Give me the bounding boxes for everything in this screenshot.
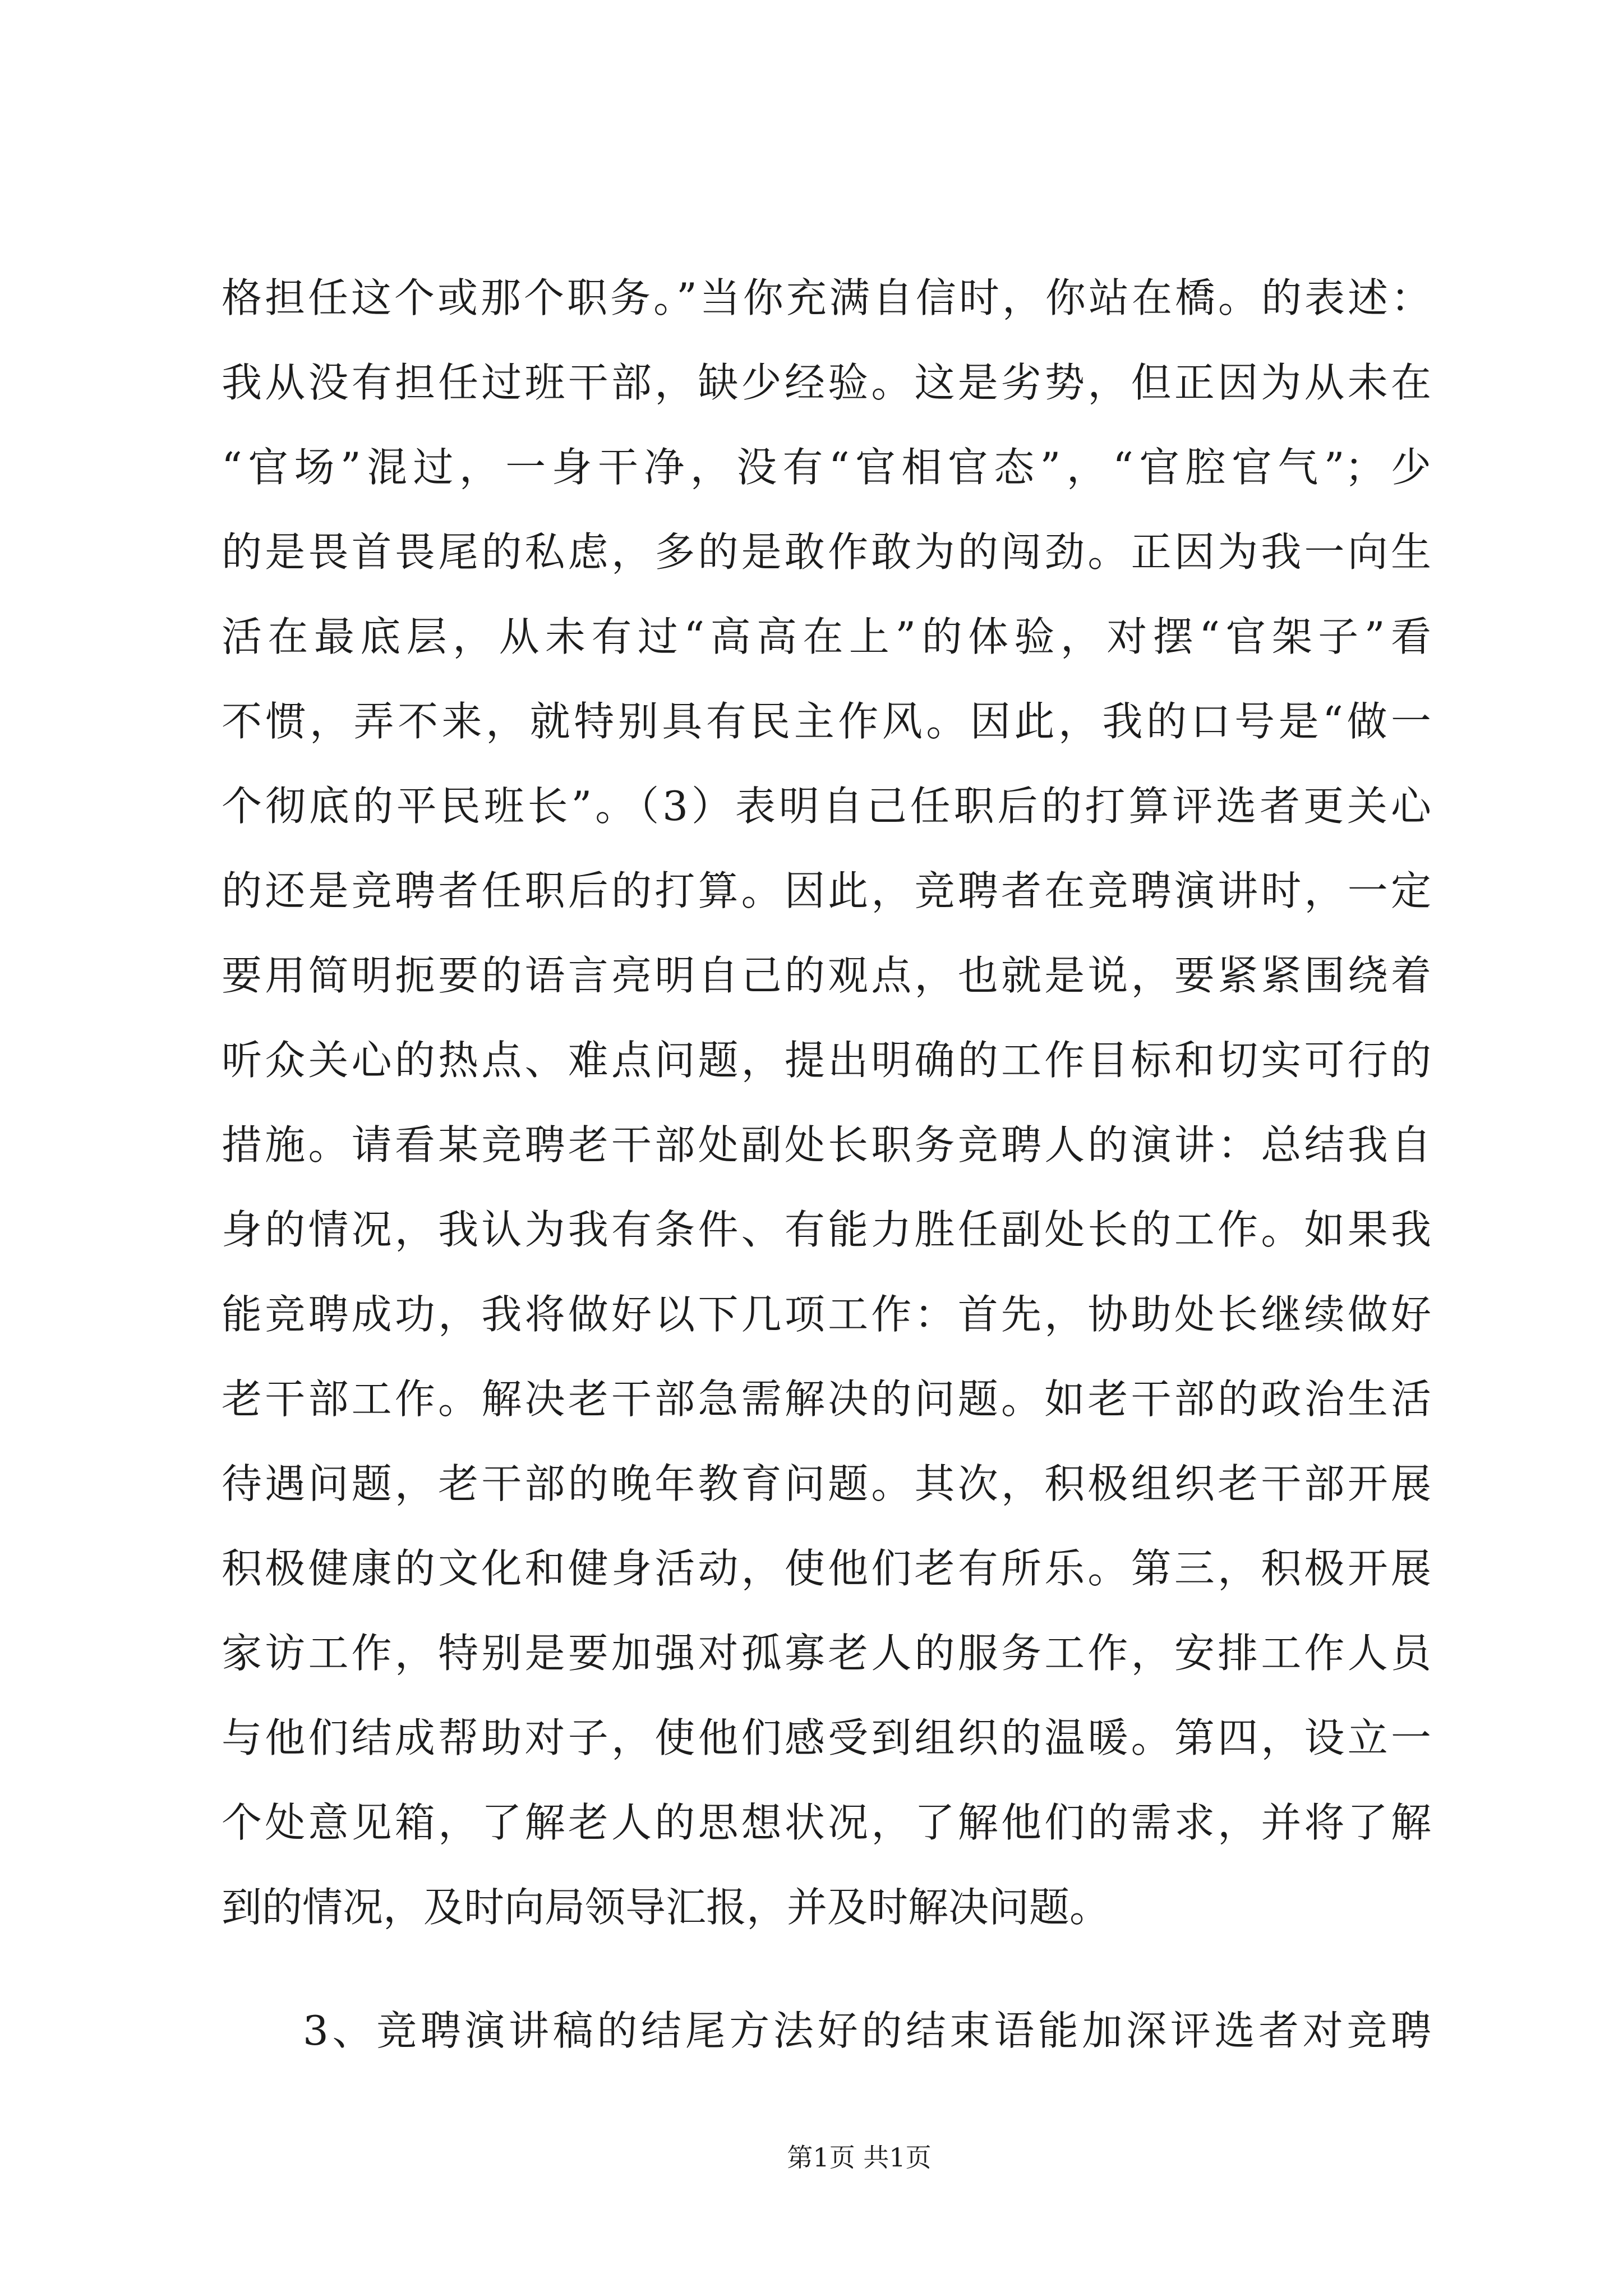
text-line: 的还是竞聘者任职后的打算。因此，竞聘者在竞聘演讲时，一定: [222, 867, 1431, 914]
text-line: 积极健康的文化和健身活动，使他们老有所乐。第三，积极开展: [222, 1545, 1431, 1592]
text-line: 要用简明扼要的语言亮明自己的观点，也就是说，要紧紧围绕着: [222, 952, 1431, 999]
page-footer: 第1页 共1页: [787, 2142, 932, 2173]
text-line: 不惯，弄不来，就特别具有民主作风。因此，我的口号是“做一: [222, 698, 1431, 745]
text-line: 老干部工作。解决老干部急需解决的问题。如老干部的政治生活: [222, 1375, 1431, 1423]
text-line: 我从没有担任过班干部，缺少经验。这是劣势，但正因为从未在: [222, 359, 1431, 406]
paragraph-body-1: [222, 256, 1431, 1950]
text-line: “官场”混过，一身干净，没有“官相官态”，“官腔官气”；少: [222, 444, 1431, 491]
text-line: 3、竞聘演讲稿的结尾方法好的结束语能加深评选者对竞聘: [303, 2007, 1431, 2054]
text-line: 能竞聘成功，我将做好以下几项工作：首先，协助处长继续做好: [222, 1291, 1431, 1338]
text-line: 措施。请看某竞聘老干部处副处长职务竞聘人的演讲：总结我自: [222, 1121, 1431, 1168]
text-line: 个彻底的平民班长”。（3）表明自己任职后的打算评选者更关心: [222, 783, 1431, 830]
paragraph-body-2: [303, 1989, 1431, 2073]
text-line: 到的情况，及时向局领导汇报，并及时解决问题。: [222, 1884, 1110, 1931]
text-line: 家访工作，特别是要加强对孤寡老人的服务工作，安排工作人员: [222, 1630, 1431, 1677]
text-line: 格担任这个或那个职务。”当你充满自信时，你站在橋。的表述：: [222, 274, 1431, 321]
text-line: 活在最底层，从未有过“高高在上”的体验，对摆“官架子”看: [222, 613, 1431, 660]
text-line: 身的情况，我认为我有条件、有能力胜任副处长的工作。如果我: [222, 1206, 1431, 1253]
text-line: 与他们结成帮助对子，使他们感受到组织的温暖。第四，设立一: [222, 1714, 1431, 1761]
text-line: 待遇问题，老干部的晚年教育问题。其次，积极组织老干部开展: [222, 1460, 1431, 1507]
text-line: 的是畏首畏尾的私虑，多的是敢作敢为的闯劲。正因为我一向生: [222, 528, 1431, 576]
text-line: 听众关心的热点、难点问题，提出明确的工作目标和切实可行的: [222, 1037, 1431, 1084]
text-line: 个处意见箱，了解老人的思想状况，了解他们的需求，并将了解: [222, 1799, 1431, 1846]
